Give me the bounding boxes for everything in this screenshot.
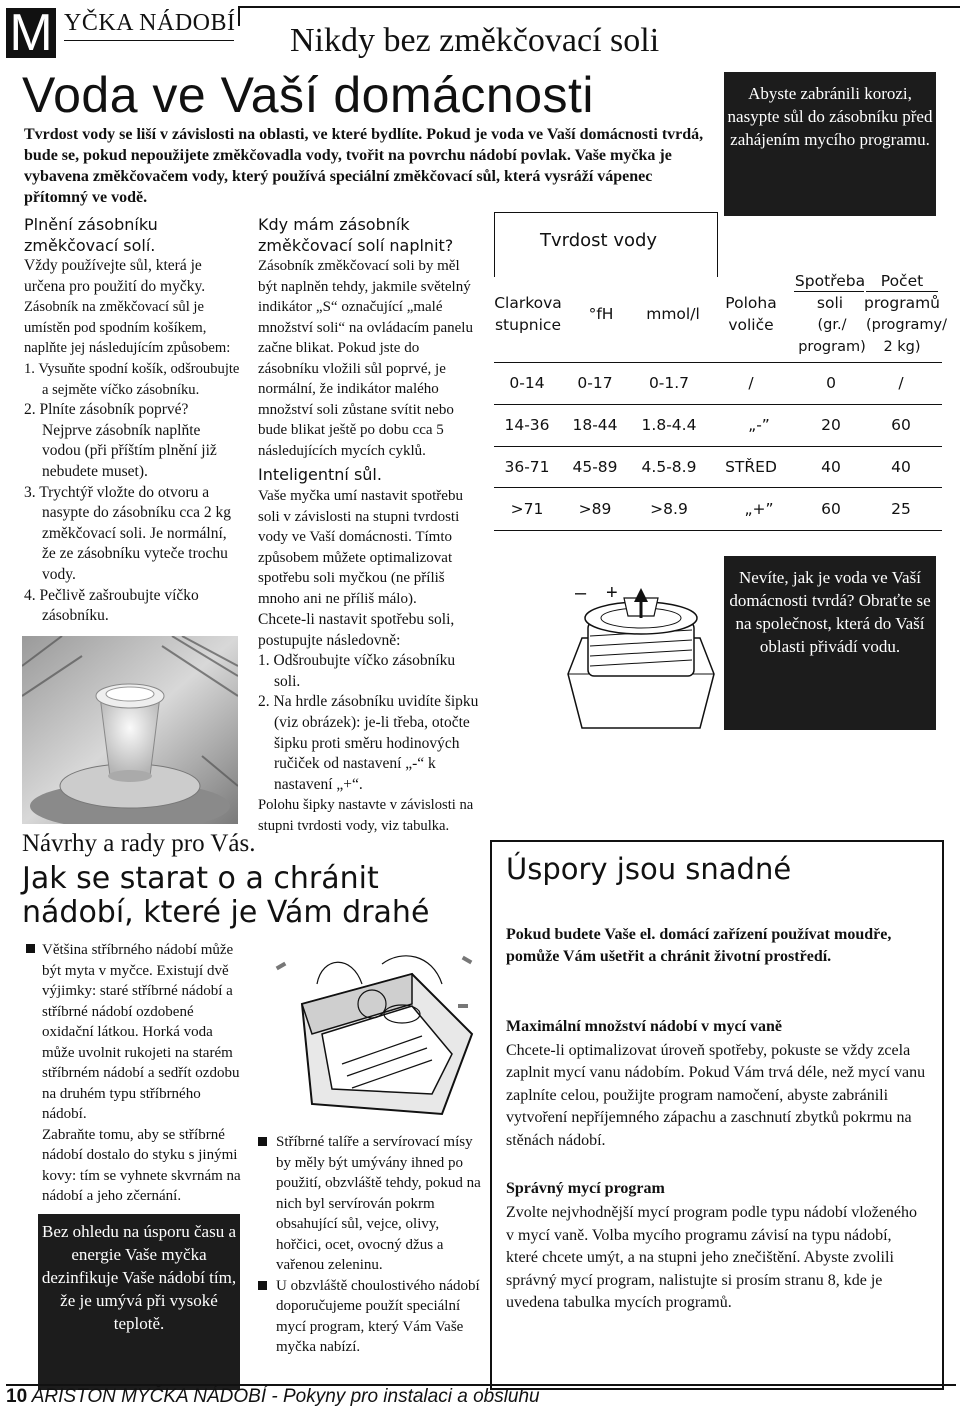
table-cell: >89 [578,500,612,518]
table-cell: >8.9 [650,500,688,518]
tips-title: Jak se starat o a chránit nádobí, které je Vám drahé [22,861,430,930]
table-row-divider [494,446,942,447]
table-cell: 0-14 [509,374,545,392]
col2-steps [258,610,480,837]
col2-heading-inteligentni: Inteligentní sůl. [258,465,382,484]
tips-bullet-plates-text: Stříbrné talíře a servírovací mísy by měly být umývány ihned po použití, obzvláště tehdy, pokud na nich byl servírován pokrm obsahující sůl, vejce, olivy, hořčici, ocet, ovocný džus a vařenou zeleninu. [276,1134,481,1273]
th-fh: °fH [588,305,614,323]
savings-intro: Pokud budete Vaše el. domácí zařízení používat moudře, pomůže Vám ušetřit a chránit životní prostředí. [506,926,892,965]
table-cell: 25 [891,500,911,518]
col2-p3: Chcete-li nastavit spotřebu soli, postupujte následovně: [258,611,455,649]
page-number: 10 [6,1386,28,1407]
page-title-nikdy: Nikdy bez změkčovací soli [290,22,660,59]
col2-step1: 1. Odšroubujte víčko zásobníku soli. [258,652,456,690]
tips-bullet-silver-p2: Zabraňte tomu, aby se stříbrné nádobí dostalo do styku s jinými kovy: tím se vyhnete skvrnám na nádobí a jeho zčernání. [42,1126,241,1204]
tips-bullet-delicate [276,1276,482,1358]
top-divider [238,6,960,8]
table-cell: 20 [821,416,841,434]
note-box-korozi: Abyste zabránili korozi, nasypte sůl do zásobníku před zahájením mycího programu. [724,72,936,216]
col1-text [24,256,240,627]
th-clarkova: Clarkova stupnice [494,294,562,334]
th-mmol: mmol/l [646,305,700,323]
table-cell: 36-71 [504,458,550,476]
table-row-divider [494,404,942,405]
tips-bullets-right [258,1132,482,1358]
th-spotreba: Spotřeba soli [794,272,866,312]
table-row-divider [494,487,942,488]
table-cell: 14-36 [504,416,550,434]
footer-text: ARISTON MYČKA NÁDOBÍ - Pokyny pro instalaci a obsluhu [31,1386,540,1407]
table-cell: 1.8-4.4 [641,416,697,434]
table-cell: 40 [821,458,841,476]
footer [6,1386,540,1408]
th-spotreba-underline [794,291,864,292]
table-title: Tvrdost vody [540,230,658,251]
table-cell: 4.5-8.9 [641,458,697,476]
th-spotreba-unit: (gr./ program) [798,317,866,355]
header-divider [64,40,234,41]
th-pocet-underline [866,291,938,292]
bullet-square [26,944,35,953]
section-label: YČKA NÁDOBÍ [64,10,236,36]
table-cell: 45-89 [572,458,618,476]
table-cell: 0-17 [577,374,613,392]
table-row-divider [494,530,942,531]
savings-max-heading: Maximální množství nádobí v mycí vaně [506,1018,783,1035]
dishwasher-cartoon [262,944,492,1122]
tips-bullet-plates [276,1132,482,1276]
dial-plus-label: + [606,582,618,604]
table-cell: 0-1.7 [648,374,690,392]
col1-step2: 2. Plníte zásobník poprvé? Nejprve zásobník naplňte vodou (při příštím plnění již nebudete muset). [24,401,217,480]
tips-bullet-delicate-text: U obzvláště choulostivého nádobí doporučujeme použít speciální mycí program, který Vám Vaše myčka nabízí. [276,1277,480,1355]
savings-program-heading: Správný mycí program [506,1180,665,1197]
table-cell: 0 [826,374,836,392]
col2-heading-kdy: Kdy mám zásobník změkčovací solí naplnit? [258,215,454,255]
col2-text-kdy: Zásobník změkčovací soli by měl být naplněn tehdy, jakmile světelný indikátor „S“ označující „malé množství soli“ na ovládacím panelu začne blikat. Pokud jste do zásobníku vložili sůl poprvé, je normální, že indikátor malého množství soli zůstane svítit nebo bude blikat ještě po dobu cca 5 následujících mycích cyklů. [258,258,473,459]
bullet-square [258,1137,267,1146]
col2-text-inteligentni: Vaše myčka umí nastavit spotřebu soli v závislosti na stupni tvrdosti vody ve Vaší domácnosti. Tímto způsobem můžete optimalizovat spotřebu soli myčkou (ne příliš mnoho ani ne příliš málo). [258,488,463,607]
col1-p2: Zásobník na změkčovací sůl je umístěn pod spodním košíkem, naplňte jej následujícím způsobem: [24,299,231,357]
table-cell: 40 [891,458,911,476]
savings-max-text: Chcete-li optimalizovat úroveň spotřeby, pokuste se vždy zcela zaplnit mycí vanu nádobím. Pokud Vám trvá déle, než mycí vanu zaplníte celou, použijte program namočení, abyste zabránili vytvoření nepříjemného zápachu a zaschnutí zbytků pokrmu na stěnách nádobí. [506,1042,926,1149]
bullet-square [258,1281,267,1290]
col1-heading: Plnění zásobníku změkčovací solí. [24,215,158,255]
tips-bullet-silver [42,940,242,1207]
intro-paragraph: Tvrdost vody se liší v závislosti na oblasti, ve které bydlíte. Pokud je voda ve Vaší domácnosti tvrdá, bude se, pokud nepoužijete změkčovadla vody, tvořit na povrchu nádobí povlak. Vaše myčka je vybavena změkčovačem vody, který používá speciální změkčovací sůl, která vysráží vápenec přítomný ve vodě. [24,126,704,206]
top-divider-vertical [238,6,240,26]
col1-p1: Vždy používejte sůl, která je určena pro použití do myčky. [24,257,206,295]
tips-heading: Návrhy a rady pro Vás. [22,830,256,857]
table-cell: 18-44 [572,416,618,434]
table-row-divider [494,362,942,363]
table-cell: „+” [744,500,774,518]
table-cell: / [898,374,904,392]
dial-minus-label: – [575,582,587,604]
savings-title: Úspory jsou snadné [506,852,792,886]
main-title: Voda ve Vaší domácnosti [22,67,595,123]
col1-step4: 4. Pečlivě zašroubujte víčko zásobníku. [24,586,199,625]
table-cell: 60 [821,500,841,518]
th-pocet-unit: (programy/ 2 kg) [866,317,948,355]
note-box-nevite: Nevíte, jak je voda ve Vaší domácnosti tvrdá? Obraťte se na společnost, která do Vaší oblasti přivádí vodu. [724,556,936,730]
table-cell: / [748,374,754,392]
col2-p4: Polohu šipky nastavte v závislosti na stupni tvrdosti vody, viz tabulka. [258,797,474,834]
col1-step1: 1. Vysuňte spodní košík, odšroubujte a sejměte víčko zásobníku. [24,360,240,398]
table-cell: >71 [510,500,544,518]
note-box-bez: Bez ohledu na úsporu času a energie Vaše myčka dezinfikuje Vaše nádobí tím, že je umývá při vysoké teplotě. [38,1214,240,1390]
salt-container-photo [22,636,238,824]
table-cell: „-” [748,416,770,434]
th-poloha: Poloha voliče [725,294,777,334]
savings-program-text: Zvolte nejvhodnější mycí program podle typu nádobí vloženého v mycí vaně. Volba mycího programu závisí na typu nádobí, které chcete umýt, a na stupni jeho znečištění. Abyste zvolili správný mycí program, nalistujte si prosím stranu 8, kde je uvedena tabulka mycích programů. [506,1204,918,1312]
col1-step3: 3. Trychtýř vložte do otvoru a nasypte do zásobníku cca 2 kg změkčovací soli. Je normální, že ze zásobníku vyteče trochu vody. [24,483,231,583]
table-cell: STŘED [725,458,777,476]
table-cell: 60 [891,416,911,434]
tips-bullet-silver-p1: Většina stříbrného nádobí může být myta v myčce. Existují dvě výjimky: staré stříbrné nádobí a stříbrné nádobí ozdobené oxidační látkou. Horká voda může uvolnit rukojeti na starém stříbrném nádobí a sedřít ozdobu na druhém typu stříbrného nádobí. [42,942,240,1122]
section-letter-m: M [6,8,56,58]
col2-step2: 2. Na hrdle zásobníku uvidíte šipku (viz obrázek): je-li třeba, otočte šipku proti směru hodinových ručiček od nastavení „-“ k nastavení „+“. [258,693,479,793]
th-pocet: Počet programů [864,272,940,312]
